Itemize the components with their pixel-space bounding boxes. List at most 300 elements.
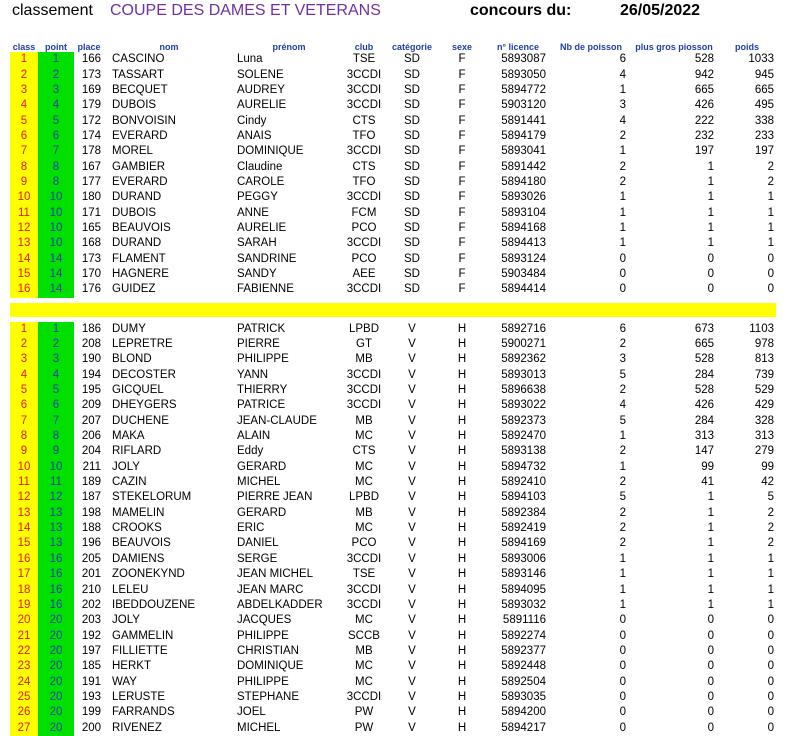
plus-gros-cell: 1 [707,191,714,204]
class-cell: 9 [10,175,38,190]
licence-cell: 5893006 [501,552,546,565]
table-row [10,414,776,429]
place-cell: 206 [81,430,101,443]
categorie-cell: V [408,614,416,627]
poids-cell: 42 [761,476,774,489]
place-cell: 177 [81,175,101,188]
place-cell: 173 [81,68,101,81]
sexe-cell: F [458,252,466,265]
licence-cell: 5900271 [501,338,546,351]
place-cell: 198 [81,506,101,519]
sexe-cell: H [457,322,467,335]
licence-cell: 5892716 [501,322,546,335]
poids-cell: 0 [767,721,774,734]
categorie-cell: SD [404,175,420,188]
club-cell: CTS [352,114,376,127]
class-cell: 16 [10,552,38,567]
sexe-cell: H [457,522,467,535]
table-row [10,251,776,266]
nb-poisson-cell: 5 [619,368,626,381]
table-row [10,475,776,490]
plus-gros-cell: 0 [707,252,714,265]
table-row [10,352,776,367]
point-cell: 20 [38,644,74,659]
sexe-cell: F [458,114,466,127]
nb-poisson-cell: 0 [619,629,626,642]
point-cell: 14 [38,282,74,297]
nom-cell: MAMELIN [112,506,165,519]
point-cell: 20 [38,674,74,689]
plus-gros-cell: 0 [707,706,714,719]
club-cell: 3CCDI [346,145,382,158]
point-cell: 20 [38,628,74,643]
nom-cell: STEKELORUM [112,491,192,504]
place-cell: 200 [81,721,101,734]
nb-poisson-cell: 2 [619,445,626,458]
prenom-cell: JOEL [237,706,266,719]
point-cell: 16 [38,567,74,582]
prenom-cell: SARAH [237,237,277,250]
club-cell: 3CCDI [346,552,382,565]
place-cell: 169 [81,83,101,96]
prenom-cell: CAROLE [237,175,285,188]
concours-date: 26/05/2022 [620,2,701,19]
licence-cell: 5893087 [501,53,546,66]
sexe-cell: H [457,706,467,719]
poids-cell: 2 [767,522,774,535]
table-row [10,267,776,282]
nom-cell: LELEU [112,583,149,596]
club-cell: MC [355,476,373,489]
table-row [10,444,776,459]
poids-cell: 1 [767,206,774,219]
licence-cell: 5894180 [501,175,546,188]
point-cell: 3 [38,83,74,98]
nom-cell: JOLY [112,614,140,627]
licence-cell: 5893026 [501,191,546,204]
col-club: club [354,42,374,52]
nom-cell: FILLIETTE [112,644,168,657]
nb-poisson-cell: 0 [619,706,626,719]
plus-gros-cell: 222 [694,114,714,127]
table-row [10,490,776,505]
nom-cell: HAGNERE [112,267,169,280]
poids-cell: 0 [767,629,774,642]
plus-gros-cell: 426 [694,99,714,112]
plus-gros-cell: 41 [701,476,714,489]
prenom-cell: CHRISTIAN [237,644,299,657]
poids-cell: 0 [767,614,774,627]
categorie-cell: SD [404,206,420,219]
table-row [10,398,776,413]
club-cell: 3CCDI [346,99,382,112]
nb-poisson-cell: 2 [619,175,626,188]
nb-poisson-cell: 1 [619,430,626,443]
class-cell: 1 [10,52,38,67]
sexe-cell: H [457,690,467,703]
poids-cell: 0 [767,252,774,265]
categorie-cell: V [408,353,416,366]
place-cell: 204 [81,445,101,458]
poids-cell: 0 [767,283,774,296]
place-cell: 210 [81,583,101,596]
class-cell: 24 [10,674,38,689]
place-cell: 208 [81,338,101,351]
sexe-cell: H [457,660,467,673]
plus-gros-cell: 1 [707,221,714,234]
nom-cell: FLAMENT [112,252,166,265]
place-cell: 180 [81,191,101,204]
poids-cell: 1 [767,552,774,565]
categorie-cell: V [408,644,416,657]
categorie-cell: V [408,522,416,535]
table-row [10,690,776,705]
place-cell: 173 [81,252,101,265]
poids-cell: 945 [754,68,774,81]
club-cell: CTS [352,160,376,173]
nom-cell: CAZIN [112,476,147,489]
nom-cell: HERKT [112,660,151,673]
class-cell: 5 [10,113,38,128]
class-cell: 1 [10,322,38,337]
class-cell: 10 [10,190,38,205]
place-cell: 188 [81,522,101,535]
nb-poisson-cell: 0 [619,721,626,734]
nb-poisson-cell: 2 [619,537,626,550]
poids-cell: 2 [767,506,774,519]
table-row [10,368,776,383]
categorie-cell: V [408,568,416,581]
class-cell: 11 [10,205,38,220]
categorie-cell: SD [404,129,420,142]
poids-cell: 1103 [749,322,774,335]
nb-poisson-cell: 5 [619,491,626,504]
licence-cell: 5894414 [501,283,546,296]
table-row [10,205,776,220]
place-cell: 185 [81,660,101,673]
separator-bar [10,303,776,317]
nb-poisson-cell: 0 [619,252,626,265]
table-row [10,129,776,144]
sexe-cell: H [457,338,467,351]
licence-cell: 5891442 [501,160,546,173]
prenom-cell: ANNE [237,206,269,219]
point-cell: 14 [38,267,74,282]
point-cell: 20 [38,613,74,628]
point-cell: 3 [38,352,74,367]
club-cell: MC [355,614,373,627]
table-row [10,582,776,597]
class-cell: 4 [10,98,38,113]
table-row [10,113,776,128]
nb-poisson-cell: 5 [619,414,626,427]
nb-poisson-cell: 2 [619,476,626,489]
club-cell: MC [355,660,373,673]
poids-cell: 313 [754,430,774,443]
table-row [10,598,776,613]
nb-poisson-cell: 4 [619,114,626,127]
licence-cell: 5893146 [501,568,546,581]
nb-poisson-cell: 1 [619,221,626,234]
point-cell: 13 [38,506,74,521]
point-cell: 2 [38,337,74,352]
plus-gros-cell: 528 [694,384,714,397]
point-cell: 20 [38,720,74,735]
plus-gros-cell: 665 [694,83,714,96]
prenom-cell: AUDREY [237,83,285,96]
title-bar [0,0,786,26]
place-cell: 179 [81,99,101,112]
col-poids: poids [735,42,759,52]
place-cell: 202 [81,598,101,611]
table-row [10,659,776,674]
table-row [10,159,776,174]
categorie-cell: SD [404,160,420,173]
prenom-cell: YANN [237,368,269,381]
poids-cell: 1 [767,568,774,581]
plus-gros-cell: 426 [694,399,714,412]
col-nb-poisson: Nb de poisson [559,42,622,52]
sexe-cell: F [458,68,466,81]
point-cell: 13 [38,521,74,536]
class-cell: 3 [10,352,38,367]
categorie-cell: SD [404,221,420,234]
club-cell: 3CCDI [346,399,382,412]
class-cell: 8 [10,159,38,174]
prenom-cell: Eddy [237,445,264,458]
sexe-cell: H [457,414,467,427]
place-cell: 168 [81,237,101,250]
point-cell: 5 [38,383,74,398]
club-cell: MC [355,522,373,535]
column-headers [10,37,776,52]
club-cell: TFO [352,129,376,142]
nom-cell: DUBOIS [112,206,157,219]
prenom-cell: ANAIS [237,129,272,142]
class-cell: 27 [10,720,38,735]
club-cell: GT [356,338,372,351]
plus-gros-cell: 673 [694,322,714,335]
categorie-cell: SD [404,267,420,280]
plus-gros-cell: 147 [694,445,714,458]
place-cell: 199 [81,706,101,719]
prenom-cell: GERARD [237,506,287,519]
place-cell: 194 [81,368,101,381]
prenom-cell: GERARD [237,460,287,473]
poids-cell: 1 [767,237,774,250]
poids-cell: 739 [754,368,774,381]
poids-cell: 338 [754,114,774,127]
nom-cell: DUMY [112,322,146,335]
sexe-cell: H [457,537,467,550]
place-cell: 176 [81,283,101,296]
prenom-cell: Cindy [237,114,267,127]
poids-cell: 813 [754,353,774,366]
section-separator [10,303,776,317]
place-cell: 178 [81,145,101,158]
club-cell: CTS [352,445,376,458]
prenom-cell: MICHEL [237,476,281,489]
nb-poisson-cell: 2 [619,160,626,173]
nb-poisson-cell: 0 [619,690,626,703]
class-cell: 14 [10,521,38,536]
place-cell: 187 [81,491,101,504]
nb-poisson-cell: 0 [619,660,626,673]
nb-poisson-cell: 1 [619,552,626,565]
sexe-cell: F [458,237,466,250]
sexe-cell: H [457,644,467,657]
licence-cell: 5892373 [501,414,546,427]
prenom-cell: THIERRY [237,384,288,397]
class-cell: 12 [10,490,38,505]
nom-cell: TASSART [112,68,164,81]
categorie-cell: V [408,399,416,412]
point-cell: 10 [38,190,74,205]
nom-cell: DURAND [112,237,162,250]
licence-cell: 5892470 [501,430,546,443]
nom-cell: DUBOIS [112,99,157,112]
sexe-cell: F [458,206,466,219]
point-cell: 16 [38,552,74,567]
club-cell: 3CCDI [346,384,382,397]
class-cell: 3 [10,83,38,98]
prenom-cell: DANIEL [237,537,279,550]
class-cell: 16 [10,282,38,297]
sexe-cell: H [457,629,467,642]
class-cell: 25 [10,690,38,705]
plus-gros-cell: 1 [707,552,714,565]
licence-cell: 5893104 [501,206,546,219]
categorie-cell: SD [404,237,420,250]
col-place: place [77,42,101,52]
prenom-cell: JEAN-CLAUDE [237,414,317,427]
sexe-cell: H [457,491,467,504]
sexe-cell: H [457,476,467,489]
nom-cell: GICQUEL [112,384,164,397]
table-row [10,536,776,551]
event-title: COUPE DES DAMES ET VETERANS [110,2,381,19]
nom-cell: GAMBIER [112,160,166,173]
point-cell: 20 [38,659,74,674]
class-cell: 12 [10,221,38,236]
poids-cell: 1 [767,583,774,596]
club-cell: 3CCDI [346,598,382,611]
nom-cell: BEAUVOIS [112,537,171,550]
sexe-cell: H [457,675,467,688]
sexe-cell: H [457,353,467,366]
poids-cell: 978 [754,338,774,351]
point-cell: 8 [38,175,74,190]
place-cell: 207 [81,414,101,427]
prenom-cell: PATRICK [237,322,286,335]
place-cell: 211 [82,460,101,473]
table-row [10,52,776,67]
table-row [10,552,776,567]
poids-cell: 1033 [748,53,774,66]
prenom-cell: PATRICE [237,399,286,412]
licence-cell: 5894200 [501,706,546,719]
place-cell: 174 [81,129,101,142]
prenom-cell: PIERRE [237,338,280,351]
prenom-cell: SANDY [237,267,277,280]
categorie-cell: V [408,476,416,489]
categorie-cell: SD [404,145,420,158]
categorie-cell: V [408,460,416,473]
club-cell: PCO [351,252,377,265]
club-cell: TFO [352,175,376,188]
col-nom: nom [159,42,179,52]
categorie-cell: V [408,690,416,703]
nb-poisson-cell: 6 [619,322,626,335]
point-cell: 10 [38,460,74,475]
class-cell: 23 [10,659,38,674]
club-cell: PCO [351,221,377,234]
nom-cell: ZOONEKYND [112,568,185,581]
club-cell: 3CCDI [346,283,382,296]
nom-cell: JOLY [112,460,140,473]
col-plus-gros: plus gros piosson [635,42,713,52]
licence-cell: 5894217 [501,721,546,734]
point-cell: 4 [38,368,74,383]
place-cell: 166 [81,53,101,66]
club-cell: FCM [351,206,377,219]
point-cell: 8 [38,429,74,444]
prenom-cell: PHILIPPE [237,353,289,366]
plus-gros-cell: 284 [694,414,714,427]
prenom-cell: ABDELKADDER [237,598,323,611]
nb-poisson-cell: 0 [619,267,626,280]
plus-gros-cell: 284 [694,368,714,381]
categorie-cell: V [408,414,416,427]
table-row [10,705,776,720]
nom-cell: BECQUET [112,83,168,96]
sexe-cell: H [457,506,467,519]
table-row [10,221,776,236]
nb-poisson-cell: 1 [619,206,626,219]
table-row [10,322,776,337]
categorie-cell: V [408,322,416,335]
club-cell: 3CCDI [346,583,382,596]
poids-cell: 2 [767,175,774,188]
categorie-cell: V [408,660,416,673]
nom-cell: RIFLARD [112,445,162,458]
licence-cell: 5893041 [501,145,546,158]
poids-cell: 429 [754,399,774,412]
prenom-cell: PIERRE JEAN [237,491,313,504]
table-row [10,429,776,444]
ranking-body [10,52,776,736]
sexe-cell: F [458,160,466,173]
point-cell: 1 [38,52,74,67]
categorie-cell: SD [404,283,420,296]
licence-cell: 5894168 [501,221,546,234]
poids-cell: 197 [754,145,774,158]
categorie-cell: V [408,706,416,719]
plus-gros-cell: 0 [707,267,714,280]
licence-cell: 5892377 [501,644,546,657]
point-cell: 20 [38,705,74,720]
point-cell: 16 [38,598,74,613]
place-cell: 172 [81,114,101,127]
sexe-cell: H [457,445,467,458]
categorie-cell: SD [404,68,420,81]
nom-cell: FARRANDS [112,706,175,719]
poids-cell: 99 [761,460,774,473]
poids-cell: 0 [767,644,774,657]
nom-cell: EVERARD [112,129,168,142]
poids-cell: 1 [767,598,774,611]
point-cell: 10 [38,205,74,220]
